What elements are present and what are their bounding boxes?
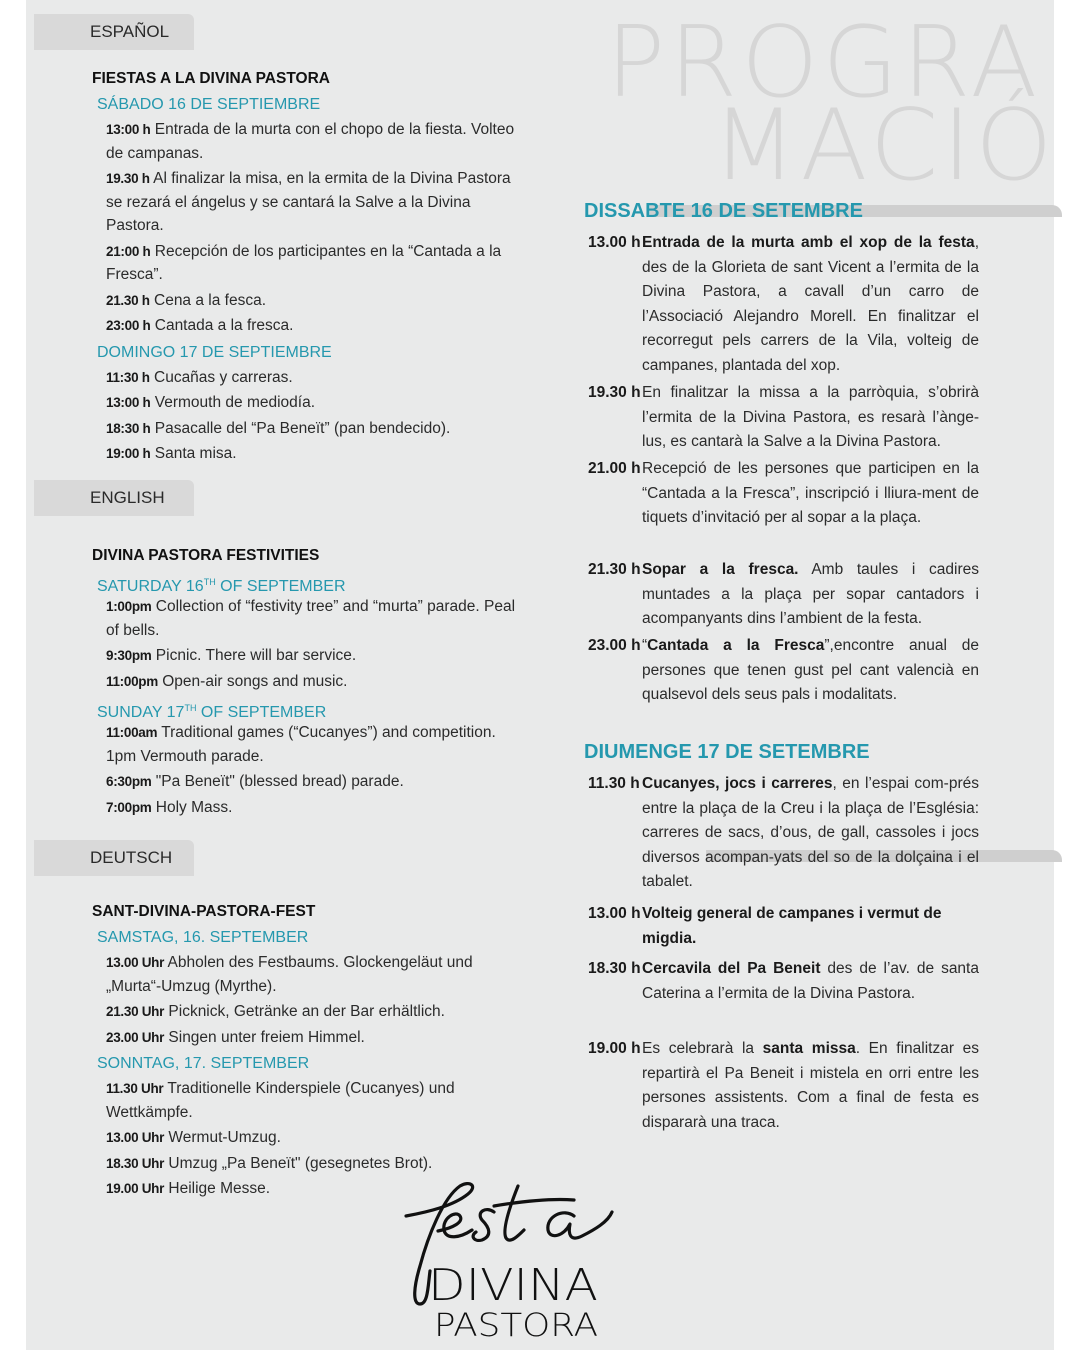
event-highlight: Entrada de la murta amb el xop de la festa <box>642 234 975 251</box>
event-item <box>106 118 522 167</box>
event-text: Abholen des Festbaums. Glockengeläut und „Murta“-Umzug (Myrthe). <box>106 954 473 995</box>
event-time: 1:00pm <box>106 599 152 614</box>
event-text: Collection of “festivity tree” and “murta” parade. Peal of bells. <box>106 598 516 639</box>
event-item <box>106 167 522 240</box>
event-time: 19.00 h <box>588 1040 641 1057</box>
event-text: “ <box>642 637 648 654</box>
event-item <box>106 1152 522 1178</box>
lang-tab-espanol <box>34 14 194 50</box>
event-text: Traditional games (“Cucanyes”) and competition. 1pm Vermouth parade. <box>106 724 496 765</box>
section-english <box>92 543 522 821</box>
event-text: Cantada a la fresca. <box>154 317 294 334</box>
event-text: Vermouth de mediodía. <box>154 394 316 411</box>
event-item <box>106 240 522 289</box>
ordinal-suffix: TH <box>203 577 216 587</box>
event-item <box>106 417 522 443</box>
event-text: , des de la Glorieta de sant Vicent a l’ermita de la Divina Pastora, a cavall d’un carro de l’Associació Alejandro Morell. En finalitzar el recorregut pels carrers de la Vila, volteig de campanes, plantada del xop. <box>642 234 979 374</box>
event-item <box>106 1000 522 1026</box>
event-text: "Pa Beneït" (blessed bread) parade. <box>155 773 404 790</box>
day-heading: DOMINGO 17 DE SEPTIEMBRE <box>97 343 332 361</box>
event-text: des de l’av. de santa Caterina a l’ermita de la Divina Pastora. <box>642 960 979 1002</box>
event-item <box>106 796 522 822</box>
day-heading <box>97 569 522 595</box>
event-item <box>106 314 522 340</box>
logo-pastora-text: PASTORA <box>434 1306 598 1342</box>
event-text: Picknick, Getränke an der Bar erhältlich. <box>168 1003 445 1020</box>
event-item <box>588 558 979 632</box>
event-time: 19.00 Uhr <box>106 1181 165 1196</box>
event-time: 13.00 Uhr <box>106 955 165 970</box>
event-highlight: Sopar a la fresca. <box>642 561 799 578</box>
event-item <box>106 289 522 315</box>
watermark-title-line1: PROGRA <box>606 6 1042 120</box>
event-time: 13.00 h <box>588 234 641 251</box>
event-time: 23.00 h <box>588 637 641 654</box>
event-item <box>106 1026 522 1052</box>
event-time: 6:30pm <box>106 774 152 789</box>
event-text: En finalitzar la missa a la parròquia, s’obrirà l’ermita de la Divina Pastora, es resarà l’ànge-lus, es cantarà la Salve a la Divina Pastora. <box>642 384 979 450</box>
section-espanol <box>92 66 522 468</box>
event-text: Recepción de los participantes en la “Cantada a la Fresca”. <box>106 242 502 283</box>
festival-title: FIESTAS A LA DIVINA PASTORA <box>92 70 330 87</box>
event-text: Umzug „Pa Beneït" (gesegnetes Brot). <box>168 1154 433 1172</box>
event-item <box>106 951 522 1000</box>
day-heading-dissabte: DISSABTE 16 DE SETEMBRE <box>584 200 863 222</box>
event-item <box>106 442 522 468</box>
event-item <box>106 1126 522 1152</box>
event-item <box>588 902 979 951</box>
event-time: 11:00am <box>106 725 158 740</box>
event-item <box>106 644 522 670</box>
event-text: Picnic. There will bar service. <box>155 647 357 664</box>
event-time: 13:00 h <box>106 122 151 137</box>
event-item <box>588 957 979 1006</box>
event-time: 21.00 h <box>588 460 641 477</box>
event-time: 11:00pm <box>106 673 158 689</box>
event-item <box>106 366 522 392</box>
festival-title: SANT-DIVINA-PASTORA-FEST <box>92 903 316 920</box>
event-item <box>588 231 979 378</box>
event-text: Traditionelle Kinderspiele (Cucanyes) und Wettkämpfe. <box>106 1080 455 1121</box>
event-time: 11.30 h <box>588 775 640 792</box>
event-text: Wermut-Umzug. <box>168 1129 281 1146</box>
event-highlight: santa missa <box>762 1040 856 1057</box>
event-text: Pasacalle del “Pa Beneït” (pan bendecido). <box>154 419 451 437</box>
lang-tab-label: ESPAÑOL <box>90 22 170 41</box>
event-text: Santa misa. <box>154 445 237 462</box>
event-highlight: Cantada a la Fresca <box>647 637 825 654</box>
event-time: 7:00pm <box>106 799 152 815</box>
event-text: Recepció de les persones que participen en la “Cantada a la Fresca”, inscripció i lliura-ment de tiquets d’invitació per al sopar a la plaça. <box>642 460 979 526</box>
event-item <box>588 1037 979 1135</box>
lang-tab-label: ENGLISH <box>90 488 165 507</box>
event-time: 21.30 h <box>588 561 641 578</box>
event-time: 21:00 h <box>106 243 151 259</box>
day-heading: SAMSTAG, 16. SEPTEMBER <box>97 929 309 946</box>
event-item <box>588 772 979 895</box>
event-text: Holy Mass. <box>155 798 233 816</box>
event-time: 18:30 h <box>106 420 151 436</box>
day-heading: SONNTAG, 17. SEPTEMBER <box>97 1055 310 1072</box>
day-heading-text: OF SEPTEMBER <box>196 704 327 721</box>
event-time: 11.30 Uhr <box>106 1081 164 1096</box>
event-item <box>588 457 979 531</box>
lang-tab-deutsch <box>34 840 194 876</box>
event-item <box>106 1077 522 1126</box>
event-text: Al finalizar la misa, en la ermita de la Divina Pastora se rezará el ángelus y se cantará la Salve a la Divina Pastora. <box>106 170 511 234</box>
event-highlight: Cucanyes, jocs i carreres <box>642 775 833 792</box>
event-text: ”,encontre anual de persones que tenen gust pel cant valencià en qualsevol dels seus pals i modalitats. <box>642 637 979 703</box>
event-time: 21.30 h <box>106 292 150 308</box>
event-text: , en l’espai com-prés entre la plaça de la Creu i la plaça de l’Església: carreres de sacs, d’ous, de gall, cassoles i jocs diversos acompan-yats del so de la dolçaina i el tabalet. <box>642 775 979 890</box>
event-text: Singen unter freiem Himmel. <box>168 1028 365 1046</box>
event-item <box>588 381 979 455</box>
logo-divina-text: DIVINA <box>428 1260 598 1311</box>
event-text: Cucañas y carreras. <box>154 368 293 386</box>
event-text: . En finalitzar es repartirà el Pa Beneit i mistela en orri entre les persones assistents. Com a final de festa es dispararà una traca. <box>642 1040 979 1131</box>
event-time: 13.00 h <box>588 905 641 922</box>
event-time: 18.30 Uhr <box>106 1155 165 1171</box>
day-heading-text: SATURDAY 16 <box>97 578 204 595</box>
event-time: 23:00 h <box>106 318 151 333</box>
event-item <box>106 721 522 770</box>
event-time: 21.30 Uhr <box>106 1004 165 1019</box>
event-time: 19.30 h <box>588 384 641 401</box>
event-item <box>106 670 522 696</box>
lang-tab-english <box>34 480 194 516</box>
event-time: 19:00 h <box>106 446 151 461</box>
event-highlight: Volteig general de campanes i vermut de migdia. <box>642 905 942 947</box>
day-heading-text: OF SEPTEMBER <box>215 578 346 595</box>
watermark-title-line2: MACIÓ <box>712 89 1057 203</box>
event-time: 13:00 h <box>106 395 151 410</box>
event-item <box>106 595 522 644</box>
ordinal-suffix: TH <box>184 703 197 713</box>
lang-tab-label: DEUTSCH <box>90 848 173 867</box>
event-time: 19.30 h <box>106 171 150 186</box>
event-text: Entrada de la murta con el chopo de la fiesta. Volteo de campanas. <box>106 121 515 162</box>
event-time: 11:30 h <box>106 369 150 385</box>
festival-title: DIVINA PASTORA FESTIVITIES <box>92 547 320 564</box>
event-highlight: Cercavila del Pa Beneit <box>642 960 821 977</box>
event-text: Open-air songs and music. <box>162 672 348 690</box>
section-deutsch <box>92 899 522 1203</box>
event-time: 18.30 h <box>588 960 641 977</box>
event-text: Es celebrarà la <box>642 1040 763 1057</box>
event-text: Cena a la fesca. <box>154 291 267 309</box>
day-heading-text: SUNDAY 17 <box>97 704 185 721</box>
event-item <box>106 770 522 796</box>
festa-divina-pastora-logo <box>398 1176 638 1342</box>
event-item <box>106 391 522 417</box>
event-text: Heilige Messe. <box>168 1180 271 1197</box>
day-heading-diumenge: DIUMENGE 17 DE SETEMBRE <box>584 741 870 763</box>
day-heading <box>97 695 522 721</box>
event-item <box>588 634 979 708</box>
event-time: 13.00 Uhr <box>106 1130 165 1145</box>
event-time: 23.00 Uhr <box>106 1029 165 1045</box>
event-time: 9:30pm <box>106 648 152 663</box>
event-text: Amb taules i cadires muntades a la plaça per sopar cantadors i acompanyants dins l’ambient de la festa. <box>642 561 980 627</box>
day-heading: SÁBADO 16 DE SEPTIEMBRE <box>97 96 321 113</box>
